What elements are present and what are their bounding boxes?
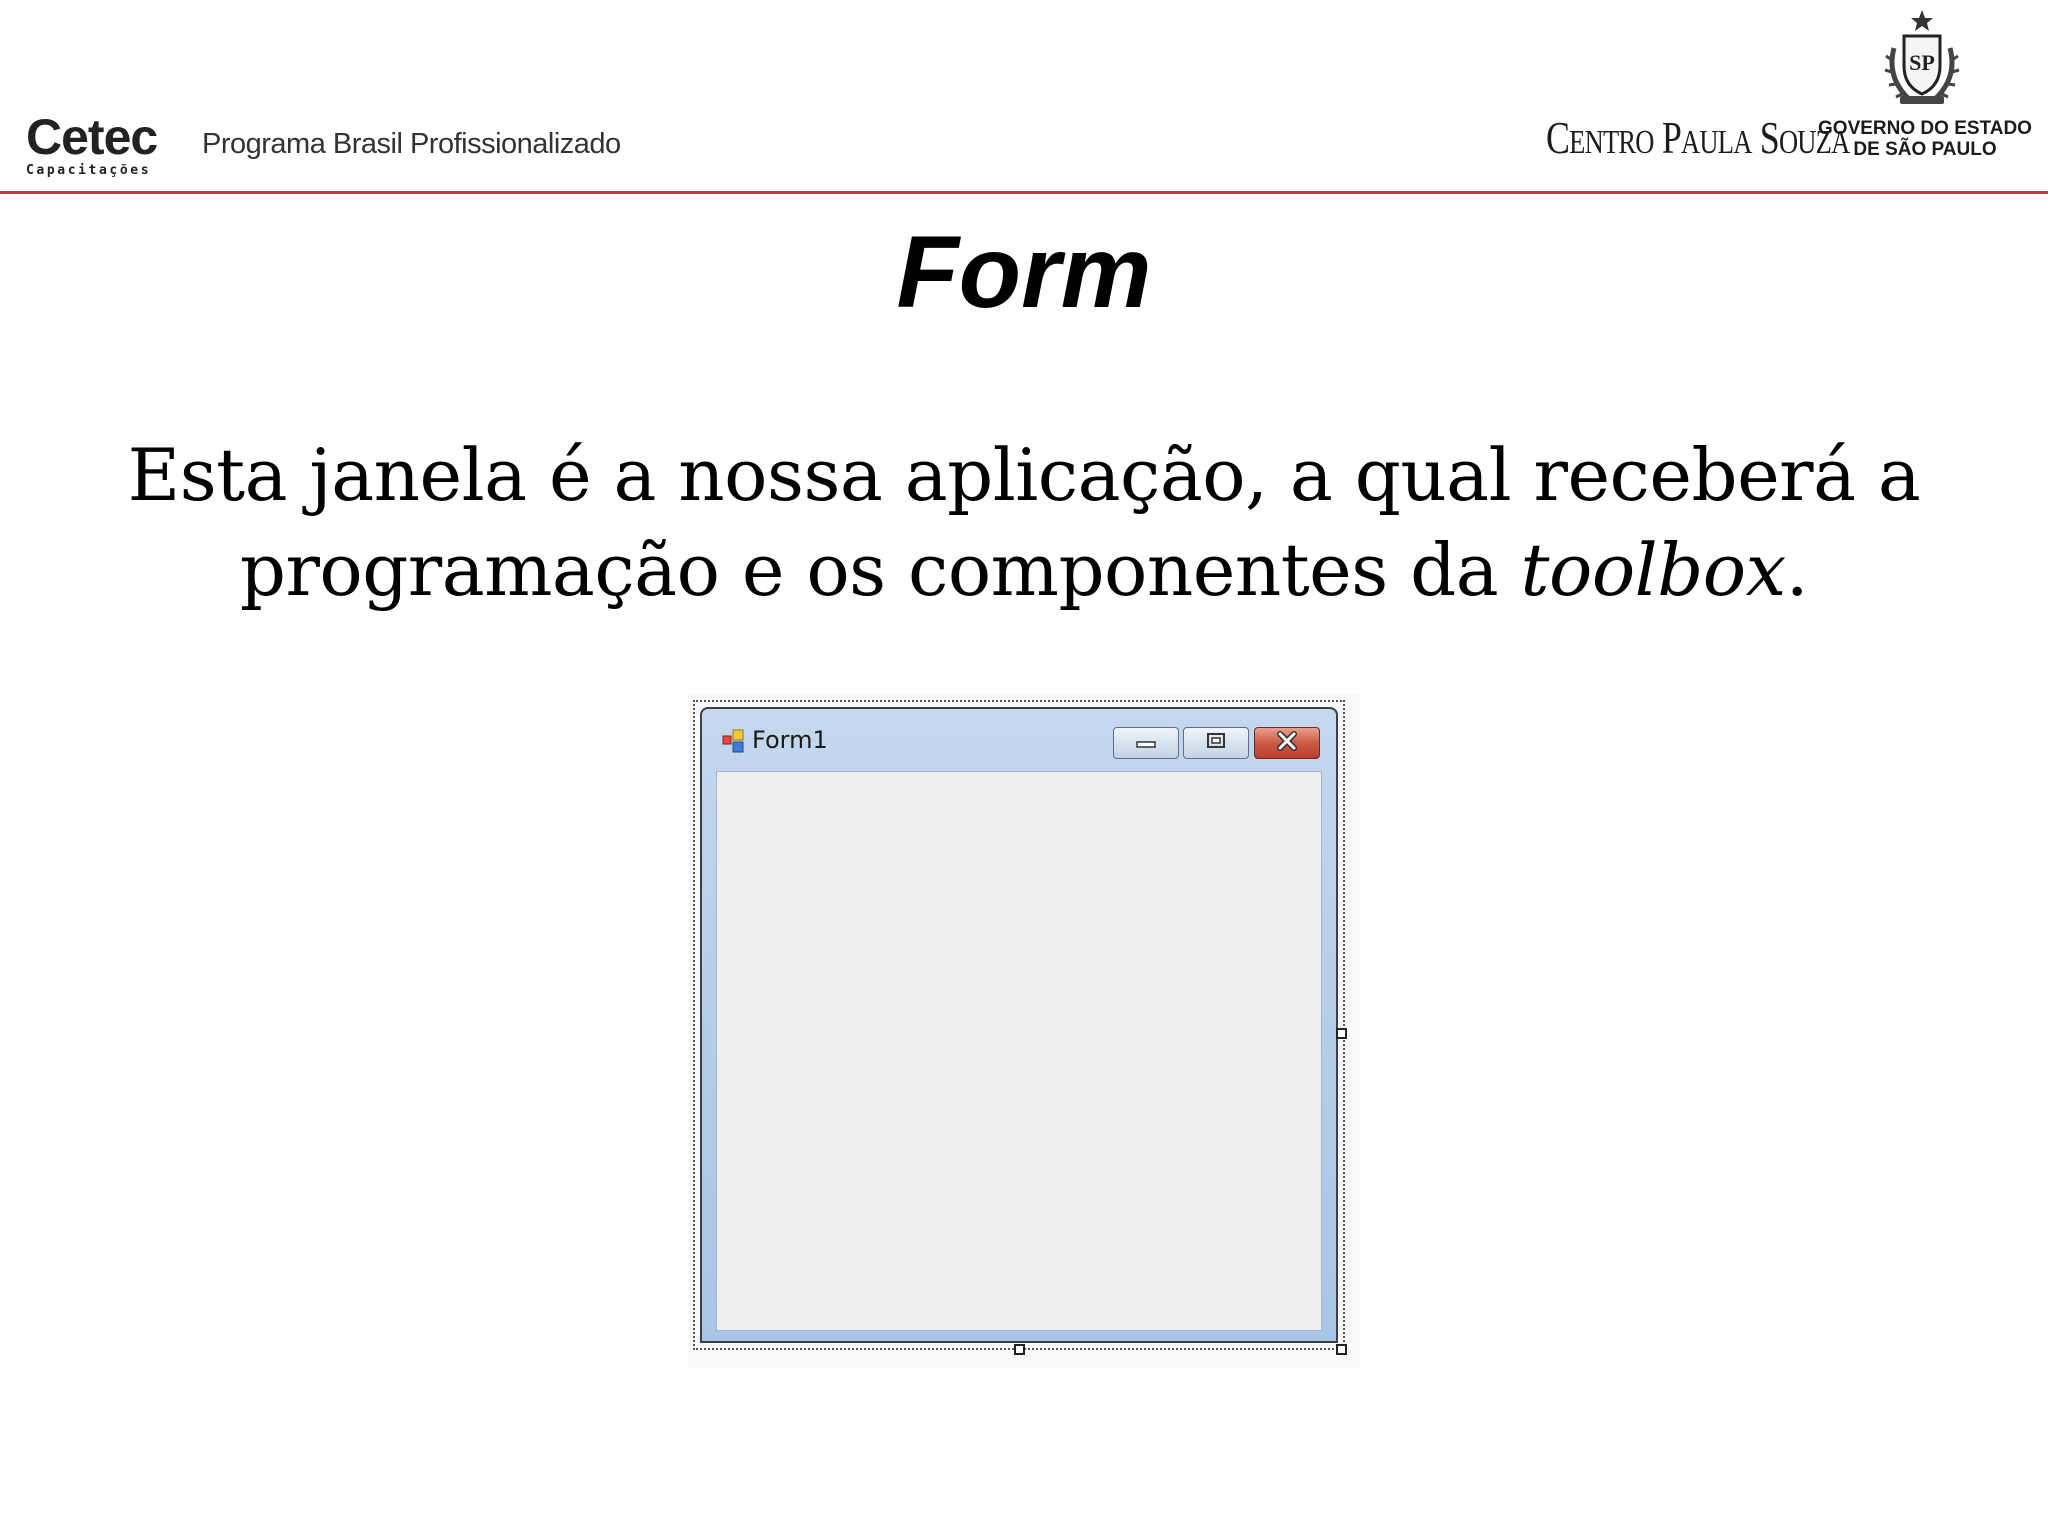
centro-paula-souza-logo: CENTRO PAULA SOUZA	[1546, 112, 1850, 163]
toolbox-term: toolbox	[1520, 528, 1786, 612]
slide-title: Form	[896, 215, 1152, 329]
resize-handle-corner[interactable]	[1336, 1344, 1347, 1355]
close-icon	[1274, 731, 1300, 756]
governo-sp-logo	[1810, 118, 2040, 160]
slide-body-line-1: Esta janela é a nossa aplicação, a qual receberá a	[127, 433, 1921, 517]
body-line-2-period: .	[1785, 528, 1809, 612]
minimize-icon	[1134, 734, 1158, 753]
maximize-icon	[1204, 732, 1228, 755]
cetec-logo-subtitle: Capacitações	[26, 163, 152, 178]
header-divider	[0, 191, 2048, 194]
minimize-button[interactable]	[1113, 727, 1179, 759]
slide-body	[100, 428, 1948, 618]
governo-line-2: DE SÃO PAULO	[1853, 139, 1997, 160]
slide-body-line-2	[100, 523, 1948, 618]
resize-handle-bottom[interactable]	[1014, 1344, 1025, 1355]
svg-text:SP: SP	[1909, 50, 1935, 75]
maximize-button[interactable]	[1183, 727, 1249, 759]
form-app-icon	[722, 729, 748, 755]
sao-paulo-seal-icon	[1880, 8, 1964, 108]
form-window-title: Form1	[752, 726, 828, 754]
slide-header	[0, 0, 2048, 190]
close-button[interactable]	[1254, 727, 1320, 759]
form-window[interactable]	[700, 707, 1338, 1343]
cetec-logo	[26, 109, 158, 178]
form-designer-surface	[688, 694, 1360, 1368]
body-line-2-text: programação e os componentes da	[239, 528, 1521, 612]
program-name: Programa Brasil Profissionalizado	[202, 128, 621, 160]
resize-handle-right[interactable]	[1336, 1028, 1347, 1039]
form-client-area[interactable]	[716, 771, 1322, 1331]
governo-line-1: GOVERNO DO ESTADO	[1818, 118, 2032, 139]
cetec-logo-text: Cetec	[26, 109, 158, 165]
